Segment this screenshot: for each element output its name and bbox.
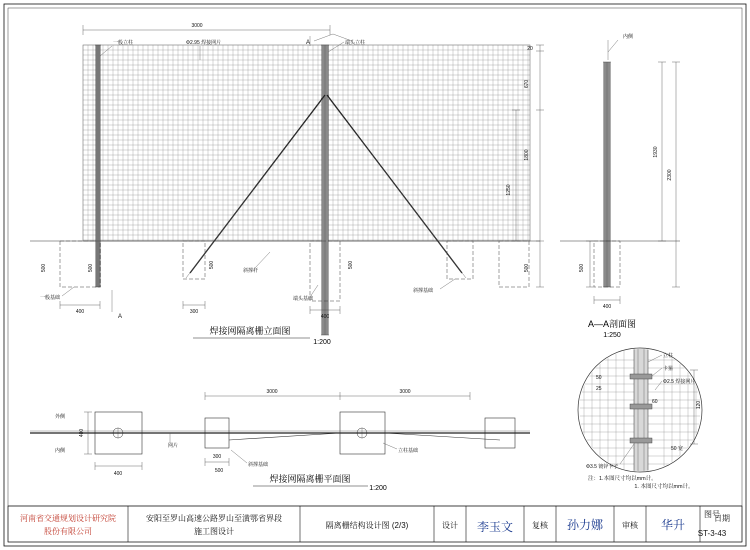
section-view	[560, 33, 680, 339]
callout-brace: 斜撑杆	[243, 268, 259, 274]
dim-plan-3000a: 3000	[266, 389, 278, 395]
callout-50wide: 50 宽	[671, 446, 683, 452]
callout-mesh-panel: Φ2.95 焊接网片	[186, 40, 222, 46]
dim-bot-400a: 400	[75, 309, 85, 315]
elevation-top-dim	[83, 23, 330, 35]
dim-plan-400-left: 400	[79, 428, 85, 438]
dim-plan-400: 400	[113, 471, 123, 477]
callout-brace-foundation-plan: 斜撑基础	[248, 462, 269, 468]
title-block	[8, 506, 742, 542]
dim-mid-500b: 500	[348, 260, 354, 270]
dim-elev-670: 670	[524, 79, 530, 89]
mark-A-top: A	[306, 40, 311, 46]
callout-mesh-detail: Φ2.5 焊接网片	[663, 379, 696, 385]
callout-galv-clip: Φ3.5 镀锌卡子	[586, 464, 619, 470]
dim-elev-1800: 1800	[524, 149, 530, 161]
callout-outer-side: 外侧	[55, 414, 66, 420]
callout-post-foundation-plan: 立柱基础	[398, 448, 419, 454]
company-line2: 股份有限公司	[44, 527, 92, 536]
dim-plan-300: 300	[212, 454, 222, 460]
callout-clamp: 卡箍	[663, 366, 674, 372]
dim-detail-50: 50	[596, 375, 602, 381]
plan-title: 焊接网隔离栅平面图	[269, 474, 351, 484]
project-line1: 安阳至罗山高速公路罗山至潢鄂省界段	[146, 514, 282, 523]
section-title: A—A剖面图	[587, 319, 637, 329]
field-value-check: 孙力娜	[566, 518, 604, 532]
dim-mid-500a: 500	[209, 260, 215, 270]
elevation-scale: 1:200	[313, 339, 331, 346]
elev-bottom-dims	[60, 301, 340, 320]
callout-post-detail: 立柱	[663, 353, 674, 359]
dim-elev-3000: 3000	[191, 23, 203, 29]
plan-view	[30, 389, 530, 492]
detail-view	[578, 348, 702, 472]
dim-sec-2300: 2300	[667, 169, 673, 181]
callout-inner-side: 内侧	[623, 34, 634, 40]
dim-detail-25: 25	[596, 386, 602, 392]
dim-left-500a: 500	[41, 263, 47, 273]
callout-brace-foundation: 斜撑基础	[413, 288, 434, 294]
dim-elev-500: 500	[524, 263, 530, 273]
dim-bot-400b: 400	[320, 314, 330, 320]
callout-end-post: 端头立柱	[345, 40, 366, 46]
drawing-number-value: ST-3-43	[697, 529, 727, 538]
dim-sec-500: 500	[579, 263, 585, 273]
field-value-design: 李玉文	[476, 520, 514, 534]
sheet-note: 1. 本图尺寸均以mm计。	[634, 484, 694, 490]
callout-inner-side-plan: 内侧	[55, 448, 66, 454]
field-label-review: 审核	[622, 521, 638, 530]
dim-bot-300: 300	[189, 309, 199, 315]
callout-general-foundation: 一般基础	[40, 295, 61, 301]
field-label-design: 设计	[442, 521, 458, 530]
dim-sec-400: 400	[602, 304, 612, 310]
field-label-date: 日期	[714, 514, 730, 523]
project-line2: 施工图设计	[194, 527, 234, 536]
dim-left-500b: 500	[88, 263, 94, 273]
sheet-note-small: 注：1.本图尺寸均以mm计。	[588, 476, 657, 482]
dim-sec-1930: 1930	[653, 146, 659, 158]
dim-elev-1250: 1250	[506, 184, 512, 196]
dim-detail-120: 120	[696, 400, 702, 410]
drawing-number-label: 图号	[704, 510, 720, 519]
dim-elev-20: 20	[527, 46, 533, 52]
field-label-check: 复核	[532, 521, 548, 530]
dim-plan-3000b: 3000	[399, 389, 411, 395]
plan-scale: 1:200	[369, 485, 387, 492]
elevation-title: 焊接网隔离栅立面图	[209, 326, 291, 336]
callout-end-foundation: 端头基础	[293, 296, 314, 302]
foundations	[60, 241, 529, 301]
section-scale: 1:250	[603, 332, 621, 339]
callout-general-post: 一般立柱	[113, 40, 134, 46]
dim-plan-500: 500	[214, 468, 224, 474]
drawing-title: 隔离栅结构设计图 (2/3)	[325, 521, 409, 530]
mark-A-bottom: A	[118, 314, 123, 320]
mesh-panel	[83, 45, 530, 241]
elevation-view	[30, 23, 544, 346]
company-line1: 河南省交通规划设计研究院	[20, 514, 116, 523]
dim-detail-60: 60	[652, 399, 658, 405]
field-value-review: 华升	[660, 518, 686, 532]
callout-mesh-plan: 网片	[168, 443, 179, 449]
